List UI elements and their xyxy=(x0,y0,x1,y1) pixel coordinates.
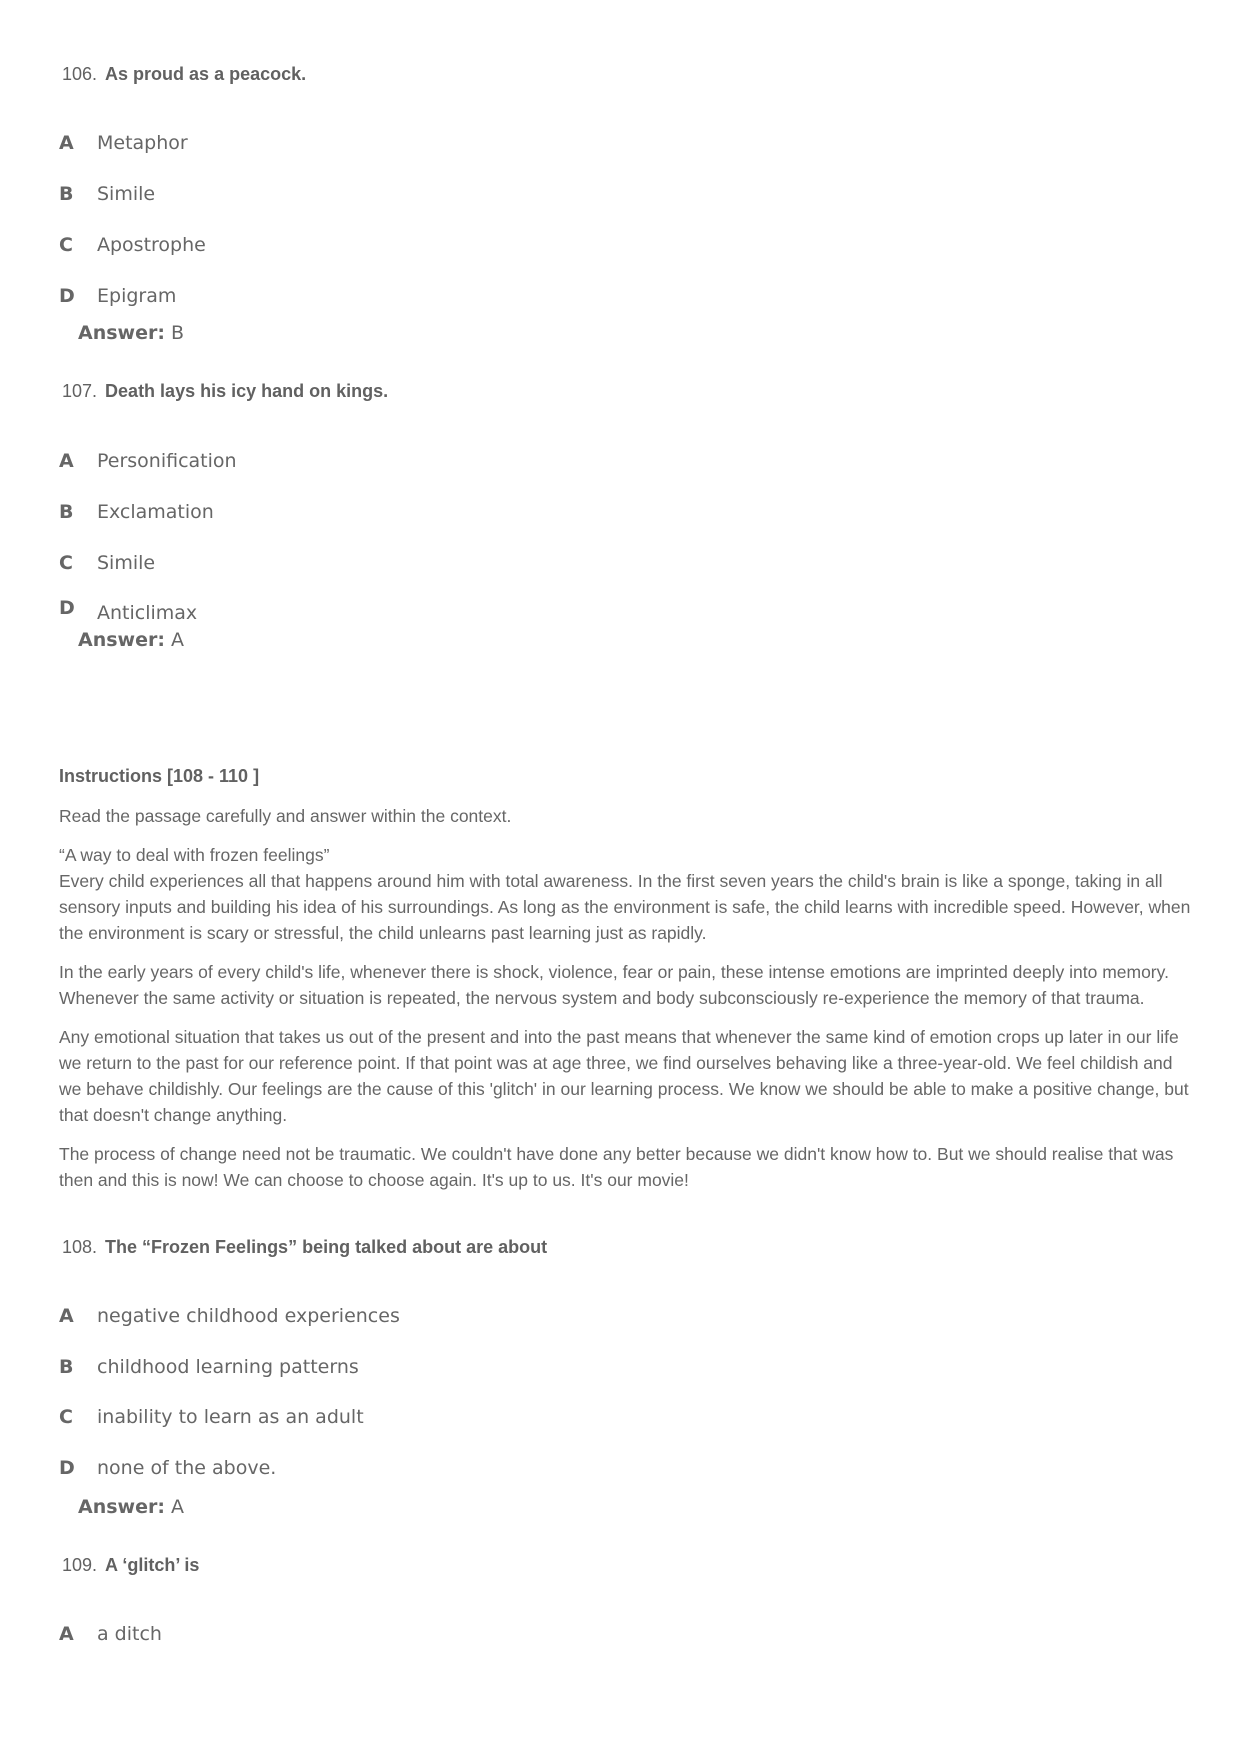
option-letter: B xyxy=(59,501,74,523)
option-letter: A xyxy=(59,1623,74,1645)
passage-paragraph: Any emotional situation that takes us out of the present and into the past means that whenever the same kind of emotion crops up later in our life we return to the past for our reference point. If that point was at age three, we find ourselves behaving like a three-year-old. We feel childish and we behave childishly. Our feelings are the cause of this 'glitch' in our learning process. We know we should be able to make a positive change, but that doesn't change anything. xyxy=(59,1027,1189,1125)
option-text: Apostrophe xyxy=(97,234,206,256)
option-letter: D xyxy=(59,597,75,619)
option-text: childhood learning patterns xyxy=(97,1356,359,1378)
option-letter: B xyxy=(59,1356,74,1378)
question-text: A ‘glitch’ is xyxy=(105,1555,200,1575)
answer-value: A xyxy=(171,1496,184,1518)
passage-paragraph: In the early years of every child's life, whenever there is shock, violence, fear or pain, these intense emotions are imprinted deeply into memory. Whenever the same activity or situation is repeated, the nervous system and body subconsciously re-experience the memory of that trauma. xyxy=(59,962,1169,1008)
question-107-answer xyxy=(78,629,184,651)
question-106-answer xyxy=(78,322,184,344)
option-text: none of the above. xyxy=(97,1457,277,1479)
question-109-header xyxy=(62,1555,199,1576)
option-letter: C xyxy=(59,1406,73,1428)
option-text: Metaphor xyxy=(97,132,188,154)
option-text: inability to learn as an adult xyxy=(97,1406,364,1428)
passage-paragraph: The process of change need not be traumatic. We couldn't have done any better because we didn't know how to. But we should realise that was then and this is now! We can choose to choose again. It's up to us. It's our movie! xyxy=(59,1144,1174,1190)
question-108-header xyxy=(62,1237,547,1258)
option-text: Epigram xyxy=(97,285,177,307)
option-text: negative childhood experiences xyxy=(97,1305,400,1327)
question-number: 108. xyxy=(62,1237,98,1257)
option-letter: C xyxy=(59,552,73,574)
option-letter: A xyxy=(59,450,74,472)
answer-value: B xyxy=(171,322,185,344)
option-letter: D xyxy=(59,285,75,307)
question-107-header xyxy=(62,381,388,402)
passage xyxy=(59,803,1194,1193)
option-text: Simile xyxy=(97,552,156,574)
question-number: 106. xyxy=(62,64,98,84)
option-text: a ditch xyxy=(97,1623,162,1645)
question-text: The “Frozen Feelings” being talked about are about xyxy=(105,1237,548,1257)
question-number: 107. xyxy=(62,381,98,401)
question-text: As proud as a peacock. xyxy=(105,64,307,84)
option-letter: A xyxy=(59,1305,74,1327)
instructions-intro: Read the passage carefully and answer within the context. xyxy=(59,806,512,826)
answer-label: Answer: xyxy=(78,322,165,344)
answer-label: Answer: xyxy=(78,629,165,651)
instructions-title: Instructions [108 - 110 ] xyxy=(59,766,260,786)
question-108-answer xyxy=(78,1496,184,1518)
passage-title: “A way to deal with frozen feelings” xyxy=(59,845,330,865)
question-106-header xyxy=(62,64,306,85)
passage-paragraph: Every child experiences all that happens around him with total awareness. In the first seven years the child's brain is like a sponge, taking in all sensory inputs and building his idea of his surroundings. As long as the environment is safe, the child learns with incredible speed. However, when the environment is scary or stressful, the child unlearns past learning just as rapidly. xyxy=(59,871,1191,943)
question-text: Death lays his icy hand on kings. xyxy=(105,381,389,401)
option-text: Simile xyxy=(97,183,156,205)
option-letter: C xyxy=(59,234,73,256)
option-letter: A xyxy=(59,132,74,154)
answer-value: A xyxy=(171,629,184,651)
option-letter: B xyxy=(59,183,74,205)
option-text: Exclamation xyxy=(97,501,214,523)
option-text: Anticlimax xyxy=(97,602,198,624)
question-number: 109. xyxy=(62,1555,98,1575)
option-text: Personification xyxy=(97,450,237,472)
answer-label: Answer: xyxy=(78,1496,165,1518)
option-letter: D xyxy=(59,1457,75,1479)
